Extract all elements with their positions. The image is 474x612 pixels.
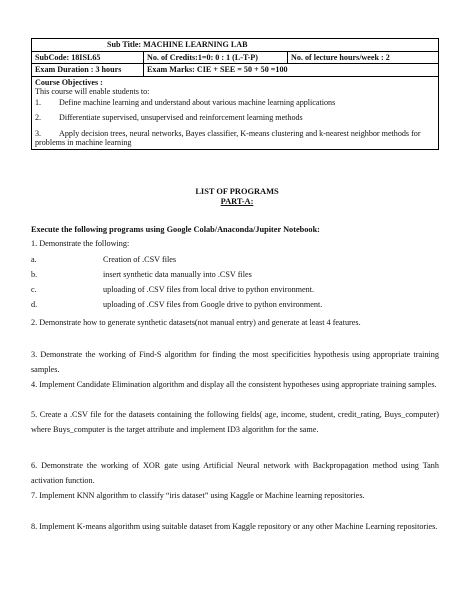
program-8: 8. Implement K-means algorithm using suitable dataset from Kaggle repository or any other Machine Learning repositories. (31, 522, 438, 531)
program-7: 7. Implement KNN algorithm to classify “iris dataset” using Kaggle or Machine learning repositories. (31, 491, 365, 500)
objectives-title: Course Objectives : (35, 77, 103, 87)
program-3: 3. Demonstrate the working of Find-S algorithm for finding the most specificities hypothesis using appropriate training samples. (31, 350, 439, 374)
course-header-table (31, 38, 439, 150)
exam-row (32, 64, 439, 77)
exam-duration: Exam Duration : 3 hours (32, 64, 144, 77)
sub-item (31, 255, 176, 264)
sub-item-letter: a. (31, 255, 37, 264)
sub-item-letter: c. (31, 285, 37, 294)
sub-title-row (32, 39, 439, 52)
program-6: 6. Demonstrate the working of XOR gate using Artificial Neural network with Backpropagation method using Tanh activation function. (31, 461, 439, 485)
objectives-cell (32, 76, 439, 149)
objective-number: 3. (35, 128, 42, 138)
objective-text: Apply decision trees, neural networks, Bayes classifier, K-means clustering and k-nearest neighbor methods for problems in machine learning (35, 128, 421, 147)
objective-text: Define machine learning and understand about various machine learning applications (59, 97, 336, 107)
objectives-intro: This course will enable students to: (35, 87, 150, 96)
sub-item (31, 285, 314, 294)
objective-item (35, 129, 435, 148)
objectives-list (35, 98, 435, 148)
sub-item-letter: d. (31, 300, 38, 309)
credits: No. of Credits:1=0: 0 : 1 (L-T-P) (144, 51, 288, 64)
sub-item-text: insert synthetic data manually into .CSV files (103, 270, 252, 279)
objective-item (35, 98, 435, 108)
objective-text: Differentiate supervised, unsupervised and reinforcement learning methods (59, 113, 303, 122)
lecture-hours: No. of lecture hours/week : 2 (288, 51, 439, 64)
sub-title: Sub Title: MACHINE LEARNING LAB (32, 39, 439, 52)
objective-number: 2. (35, 113, 42, 122)
list-title: LIST OF PROGRAMS (195, 187, 279, 196)
sub-item (31, 270, 252, 279)
sub-item-letter: b. (31, 270, 38, 279)
instruction: Execute the following programs using Google Colab/Anaconda/Jupiter Notebook: (31, 225, 320, 234)
program-1: 1. Demonstrate the following: (31, 239, 130, 248)
exam-marks: Exam Marks: CIE + SEE = 50 + 50 =100 (144, 64, 439, 77)
part-title: PART-A: (220, 197, 254, 206)
objective-number: 1. (35, 97, 42, 107)
objective-item (35, 113, 435, 123)
objectives-row (32, 76, 439, 149)
sub-item-text: Creation of .CSV files (103, 255, 177, 264)
sub-code: SubCode: 18ISL65 (32, 51, 144, 64)
program-5: 5. Create a .CSV file for the datasets containing the following fields( age, income, student, credit_rating, Buys_computer) where Buys_computer is the target attribute and implement ID3 algorithm for the same. (31, 410, 439, 434)
program-2: 2. Demonstrate how to generate synthetic datasets(not manual entry) and generate at least 4 features. (31, 318, 361, 327)
sub-item (31, 300, 322, 309)
program-4: 4. Implement Candidate Elimination algorithm and display all the consistent hypotheses using appropriate training samples. (31, 380, 437, 389)
sub-item-text: uploading of .CSV files from local drive to python environment. (103, 285, 315, 294)
sub-item-text: uploading of .CSV files from Google drive to python environment. (103, 300, 323, 309)
code-row (32, 51, 439, 64)
